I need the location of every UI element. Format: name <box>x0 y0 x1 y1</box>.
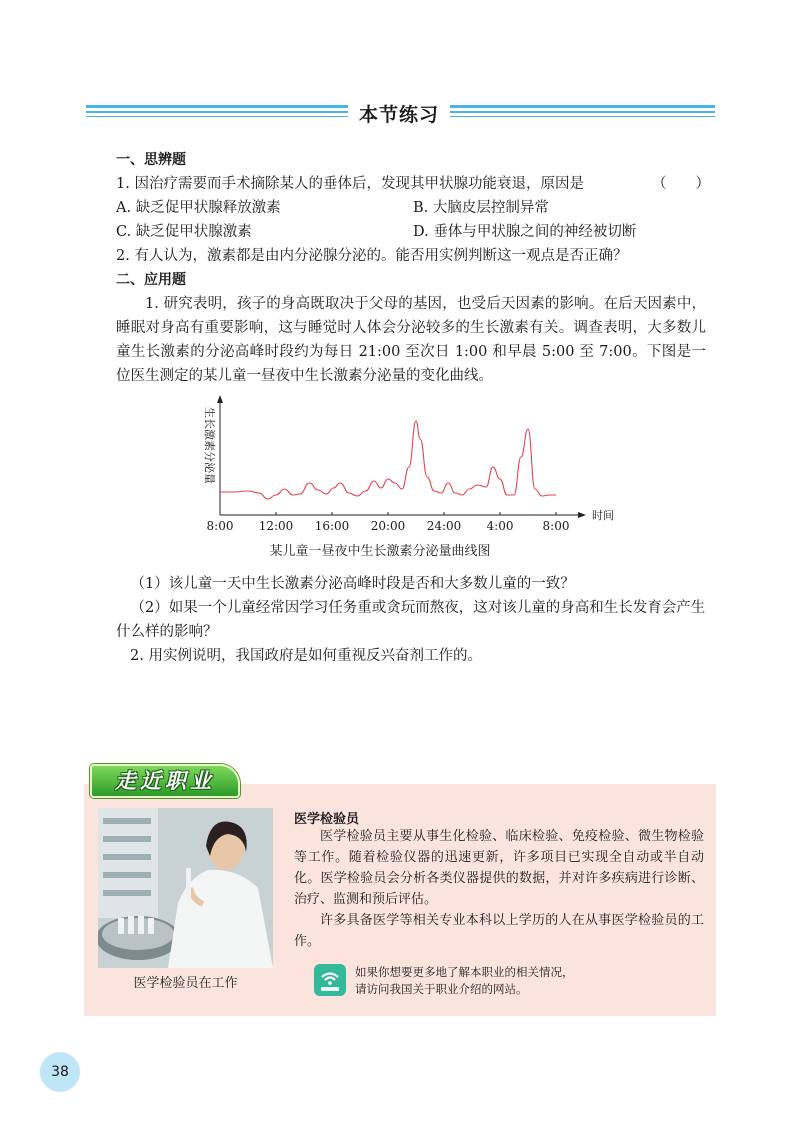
series-line <box>220 421 556 499</box>
page-number: 38 <box>40 1052 80 1092</box>
web-note-line-1: 如果你想要更多地了解本职业的相关情况， <box>355 965 574 979</box>
photo-caption: 医学检验员在工作 <box>133 976 238 991</box>
web-note-line-2: 请访问我国关于职业介绍的网站。 <box>355 982 528 996</box>
career-banner: 走近职业 <box>90 764 240 798</box>
x-axis-arrow <box>578 512 586 518</box>
option-b: B. 大脑皮层控制异常 <box>413 200 549 216</box>
x-tick-label: 4:00 <box>486 519 514 533</box>
option-c: C. 缺乏促甲状腺激素 <box>116 224 252 240</box>
x-tick-label: 8:00 <box>542 519 570 533</box>
option-a: A. 缺乏促甲状腺释放激素 <box>116 200 281 216</box>
section-heading-2: 二、应用题 <box>116 272 186 288</box>
y-axis-arrow <box>217 395 223 403</box>
lab-worker-photo <box>98 808 273 968</box>
header-rule-right <box>450 105 715 119</box>
x-tick-label: 12:00 <box>258 519 294 533</box>
question-1-1: 1. 因治疗需要而手术摘除某人的垂体后，发现其甲状腺功能衰退，原因是 <box>116 176 584 192</box>
growth-hormone-chart <box>195 395 615 540</box>
career-title: 医学检验员 <box>294 812 360 827</box>
header-rule-left <box>86 105 348 119</box>
career-paragraph-2: 许多具备医学等相关专业本科以上学历的人在从事医学检验员的工作。 <box>294 913 704 949</box>
web-icon <box>314 964 346 996</box>
sub-question-1: （1）该儿童一天中生长激素分泌高峰时段是否和大多数儿童的一致？ <box>130 576 575 592</box>
y-axis-label: 生长激素分泌量 <box>203 407 216 484</box>
x-tick-label: 16:00 <box>314 519 350 533</box>
question-1-2: 2. 有人认为，激素都是由内分泌腺分泌的。能否用实例判断这一观点是否正确？ <box>116 248 628 264</box>
x-tick-label: 24:00 <box>426 519 462 533</box>
x-tick-label: 20:00 <box>370 519 406 533</box>
x-tick-label: 8:00 <box>206 519 234 533</box>
question-2-1: 1. 研究表明，孩子的身高既取决于父母的基因，也受后天因素的影响。在后天因素中，睡眠对身高有重要影响，这与睡觉时人体会分泌较多的生长激素有关。调查表明，大多数儿童生长激素的分泌高峰时段约为每日 21:00 至次日 1:00 和早晨 5:00 至 7:00。下图是一位医生测定的某儿童一昼夜中生长激素分泌量的变化曲线。 <box>116 296 706 384</box>
section-heading-1: 一、思辨题 <box>116 152 186 168</box>
option-d: D. 垂体与甲状腺之间的神经被切断 <box>413 224 637 240</box>
chart-caption: 某儿童一昼夜中生长激素分泌量曲线图 <box>269 544 491 559</box>
question-2-2: 2. 用实例说明，我国政府是如何重视反兴奋剂工作的。 <box>130 648 482 664</box>
page-title: 本节练习 <box>358 104 439 126</box>
answer-bracket: （ ） <box>652 176 710 192</box>
x-axis-label: 时间 <box>592 509 614 522</box>
career-paragraph-1: 医学检验员主要从事生化检验、临床检验、免疫检验、微生物检验等工作。随着检验仪器的迅速更新，许多项目已实现全自动或半自动化。医学检验员会分析各类仪器提供的数据，并对许多疾病进行诊断、治疗、监测和预后评估。 <box>294 829 704 907</box>
sub-question-2: （2）如果一个儿童经常因学习任务重或贪玩而熬夜，这对该儿童的身高和生长发育会产生什么样的影响？ <box>116 600 706 640</box>
